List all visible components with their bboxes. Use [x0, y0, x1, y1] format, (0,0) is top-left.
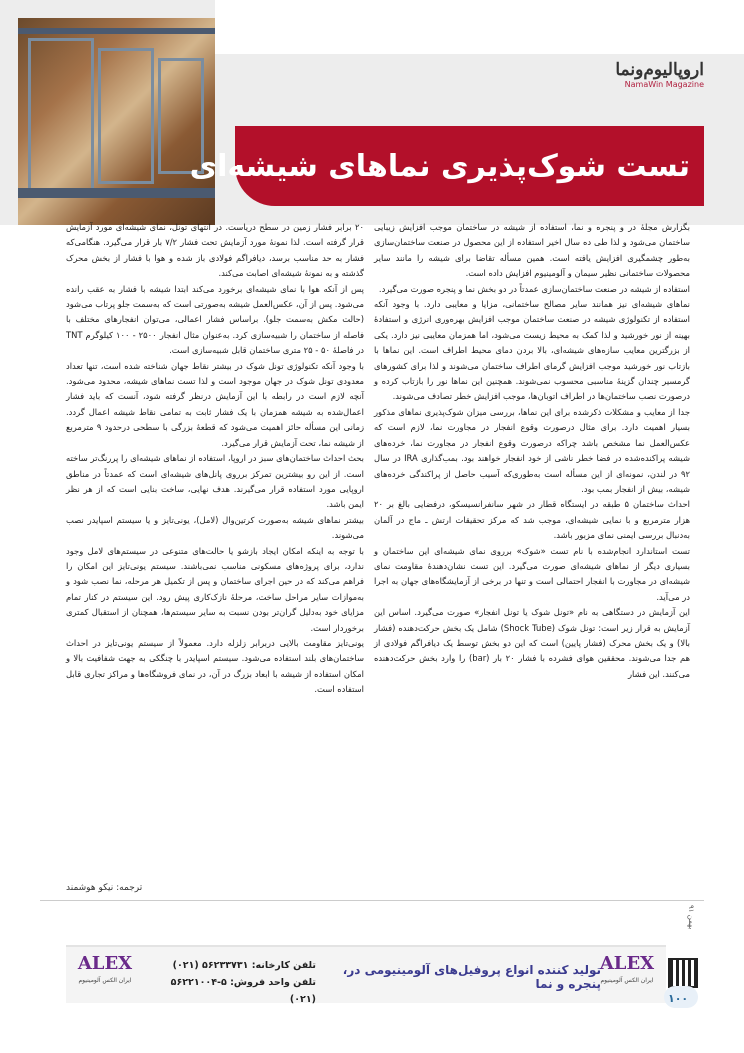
footer-divider [40, 900, 704, 901]
advertisement-banner[interactable] [66, 945, 666, 1003]
paragraph: بیشتر نماهای شیشه به‌صورت کرتین‌وال (لامل)، یونی‌تایز و یا سیستم اسپایدر نصب می‌شوند. [66, 514, 364, 541]
ad-phones [146, 957, 316, 1008]
article-title: تست شوک‌پذیری نماهای شیشه‌ای [189, 149, 690, 184]
photo-frame [28, 38, 94, 194]
shock-tube-photo [18, 18, 215, 225]
ad-tagline: تولید کننده انواع پروفیل‌های آلومینیومی در، پنجره و نما [342, 963, 601, 991]
alex-brand: ALEX [599, 953, 655, 974]
paragraph: بحث احداث ساختمان‌های سبز در اروپا، استفاده از نماهای شیشه‌ای را پررنگ‌تر ساخته است. از این رو بیشترین تمرکز برروی پانل‌های شیشه‌ای است که عمدتاً در مناطق اروپایی مورد استفاده قرار می‌گیرند. هدف نهایی، ساخت بنایی است که از هر نظر ایمن باشد. [66, 453, 364, 510]
paragraph: با وجود آنکه تکنولوژی تونل شوک در بیشتر نقاط جهان شناخته شده است، تنها تعداد معدودی تونل شوک در جهان موجود است و لذا تست نماهای شیشه، محدود می‌شود. آنچه لازم است در رابطه با این آزمایش درنظر گرفته شود، آنست که باید فشار اعمال‌شده به شیشه همزمان با یک فشار ثابت به تمامی نقاط شیشه اعمال گردد. زمانی این مسأله حائز اهمیت می‌شود که قطعهٔ بزرگی با سطحی درحدود ۹ مترمربع از شیشه نما، تحت آزمایش قرار می‌گیرد. [66, 360, 364, 448]
alex-logo [76, 951, 134, 997]
paragraph: استفاده از شیشه در صنعت ساختمان‌سازی عمدتاً در دو بخش نما و پنجره صورت می‌گیرد. [378, 283, 690, 294]
sales-phone: تلفن واحد فروش: ۵-۵۶۲۲۱۰۰۴ (۰۲۱) [170, 977, 316, 1005]
alex-brand-sub: ایران الکس آلومینیوم [600, 977, 654, 984]
paragraph: ۲۰ برابر فشار زمین در سطح دریاست. در انتهای تونل، نمای شیشه‌ای مورد آزمایش قرار گرفته است. لذا نمونهٔ مورد آزمایش تحت فشار ۷/۲ بار قرار می‌گیرد. هنگامی‌که فشار به حد مناسب برسد، دیافراگم فولادی باز شده و هوا با فشار از بخش محرک گذشته و به نمونهٔ شیشه‌ای اصابت می‌کند. [66, 222, 364, 279]
paragraph: یونی‌تایز مقاومت بالایی دربرابر زلزله دارد. معمولاً از سیستم یونی‌تایز در احداث ساختمان‌های بلند استفاده می‌شود. سیستم اسپایدر با چنگکی به جهت شفافیت بالا و امکان استفاده از شیشه با ابعاد بزرگ در آن، در نمای فروشگاه‌ها و مراکز تجاری قابل استفاده است. [66, 637, 364, 695]
photo-pipe [18, 188, 215, 198]
article-column-left [66, 220, 364, 698]
article-column-right [374, 220, 690, 682]
issue-date-label: بهمن ۹۱ [687, 905, 695, 930]
qr-code-icon [670, 960, 696, 986]
paragraph: نماهای شیشه‌ای نیز همانند سایر مصالح ساختمانی، مزایا و معایبی دارد. با وجود آنکه استفاده از تکنولوژی شیشه در صنعت ساختمان موجب افزایش بهره‌وری انرژی و استفادهٔ بهینه از نور خورشید و لذا کمک به محیط زیست می‌شود، اما همزمان معایبی نیز دارد. یکی از بزرگترین معایب سازه‌های شیشه‌ای، بالا بردن دمای محیط اطراف است. این نماها با بازتاب نور خورشید موجب افزایش گرمای اطراف ساختمان می‌شوند و لذا برای کشورهای گرمسیر چندان گزینهٔ مناسبی محسوب نمی‌شوند. همچنین این نماها نور را بازتاب کرده و درصورت نصب ساختمان‌ها در اطراف اتوبان‌ها، موجب افزایش خطر تصادف می‌شوند. [374, 299, 690, 402]
photo-frame [98, 48, 154, 184]
paragraph: تست استاندارد انجام‌شده با نام تست «شوک» برروی نمای شیشه‌ای این ساختمان و بسیاری دیگر از نماهای شیشه‌ای صورت می‌گیرد. این تست نشان‌دهندهٔ مقاومت نمای شیشه‌ای در مجاورت با انفجار احتمالی است و تنها در برخی از آزمایشگاه‌های جهان به اجرا در می‌آید. [374, 545, 690, 602]
paragraph: با توجه به اینکه امکان ایجاد بازشو یا حالت‌های متنوعی در سیستم‌های لامل وجود ندارد، برای پروژه‌های مسکونی مناسب نمی‌باشند. سیستم یونی‌تایز این امکان را فراهم می‌کند که در حین اجرای ساختمان و پس از تکمیل هر مرحله، نما نصب شود و به‌موازات سایر مراحل ساخت، مرحلهٔ نازک‌کاری پیش رود. این سیستم در کنار تمام مزایای خود به‌دلیل گران‌تر بودن نسبت به سایر سیستم‌ها، همچنان از استقبال کمتری برخوردار است. [66, 545, 364, 633]
alex-brand-sub: ایران الکس آلومینیوم [78, 977, 132, 984]
alex-brand: ALEX [77, 953, 133, 974]
header-white-strip [215, 0, 744, 54]
photo-pipe [18, 28, 215, 34]
paragraph: این آزمایش در دستگاهی به نام «تونل شوک یا تونل انفجار» صورت می‌گیرد. اساس این آزمایش به قرار زیر است: تونل شوک (Shock Tube) شامل یک بخش حرکت‌دهنده (فشار بالا) و یک بخش محرک (فشار پایین) است که این دو بخش توسط یک دیافراگم فولادی از هم جدا می‌شوند. محققین هوای فشرده با فشار ۲۰ بار (bar) را وارد بخش حرکت‌دهنده می‌کنند. این فشار [374, 607, 691, 679]
magazine-logo [554, 60, 704, 96]
alex-logo [598, 951, 656, 997]
factory-phone: تلفن کارخانه: ۵۶۲۳۳۷۳۱ (۰۲۱) [172, 960, 316, 971]
paragraph: احداث ساختمان ۵ طبقه در ایستگاه قطار در شهر سانفرانسیسکو، درفضایی بالغ بر ۲۰ هزار مترمربع و با نمایی شیشه‌ای، موجب شد که مرکز تحقیقات ارتش ـ ماج در آلمان به‌دنبال بررسی ایمنی نمای مزبور باشد. [374, 499, 690, 541]
paragraph: پس از آنکه هوا با نمای شیشه‌ای برخورد می‌کند ابتدا شیشه با فشار به عقب رانده می‌شود. پس از آن، عکس‌العمل شیشه به‌صورتی است که به‌سمت جلو پرتاب می‌شود (حالت مکش به‌سمت جلو). براساس فشار اعمالی، می‌توان انفجارهای مختلف با فاصله از ساختمان را شبیه‌سازی کرد. به‌عنوان مثال انفجار ۲۵۰۰ - ۱۰۰ کیلوگرم TNT در فاصلهٔ ۵۰ - ۲۵ متری ساختمان قابل شبیه‌سازی است. [66, 283, 364, 356]
paragraph: جدا از معایب و مشکلات ذکرشده برای این نماها، بررسی میزان شوک‌پذیری نماهای مذکور بسیار اهمیت دارد. برای مثال درصورت وقوع انفجار در مجاورت نما، لازم است که عکس‌العمل نما مشخص باشد چراکه درصورت وقوع انفجار در مجاورت نما، خرده‌های شیشه پراکنده‌شده در فضا خطر ناشی از خود انفجار خواهند بود. بمب‌گذاری IRA در سال ۹۲ در لندن، نمونه‌ای از این مسأله است به‌طوری‌که آسیب حاصل از پراکندگی خرده‌های شیشه، بیش از انفجار بمب بود. [374, 406, 690, 494]
page-number: ۱۰۰ [668, 992, 689, 1005]
logo-brand: اروپالیوم‌ونما [615, 60, 704, 80]
translator-credit: ترجمه: نیکو هوشمند [66, 883, 143, 893]
paragraph: بگزارش مجلهٔ در و پنجره و نما، استفاده از شیشه در ساختمان موجب افزایش زیبایی ساختمان می‌شود و لذا طی ده سال اخیر استفاده از این محصول در صنعت ساختمان‌سازی به‌طور چشمگیری افزایش یافته است. همین مسأله تقاضا برای شیشه را مانند سایر محصولات ساختمانی نظیر سیمان و آلومینیوم افزایش داده است. [374, 222, 690, 279]
logo-subtitle: NamaWin Magazine [624, 80, 704, 89]
